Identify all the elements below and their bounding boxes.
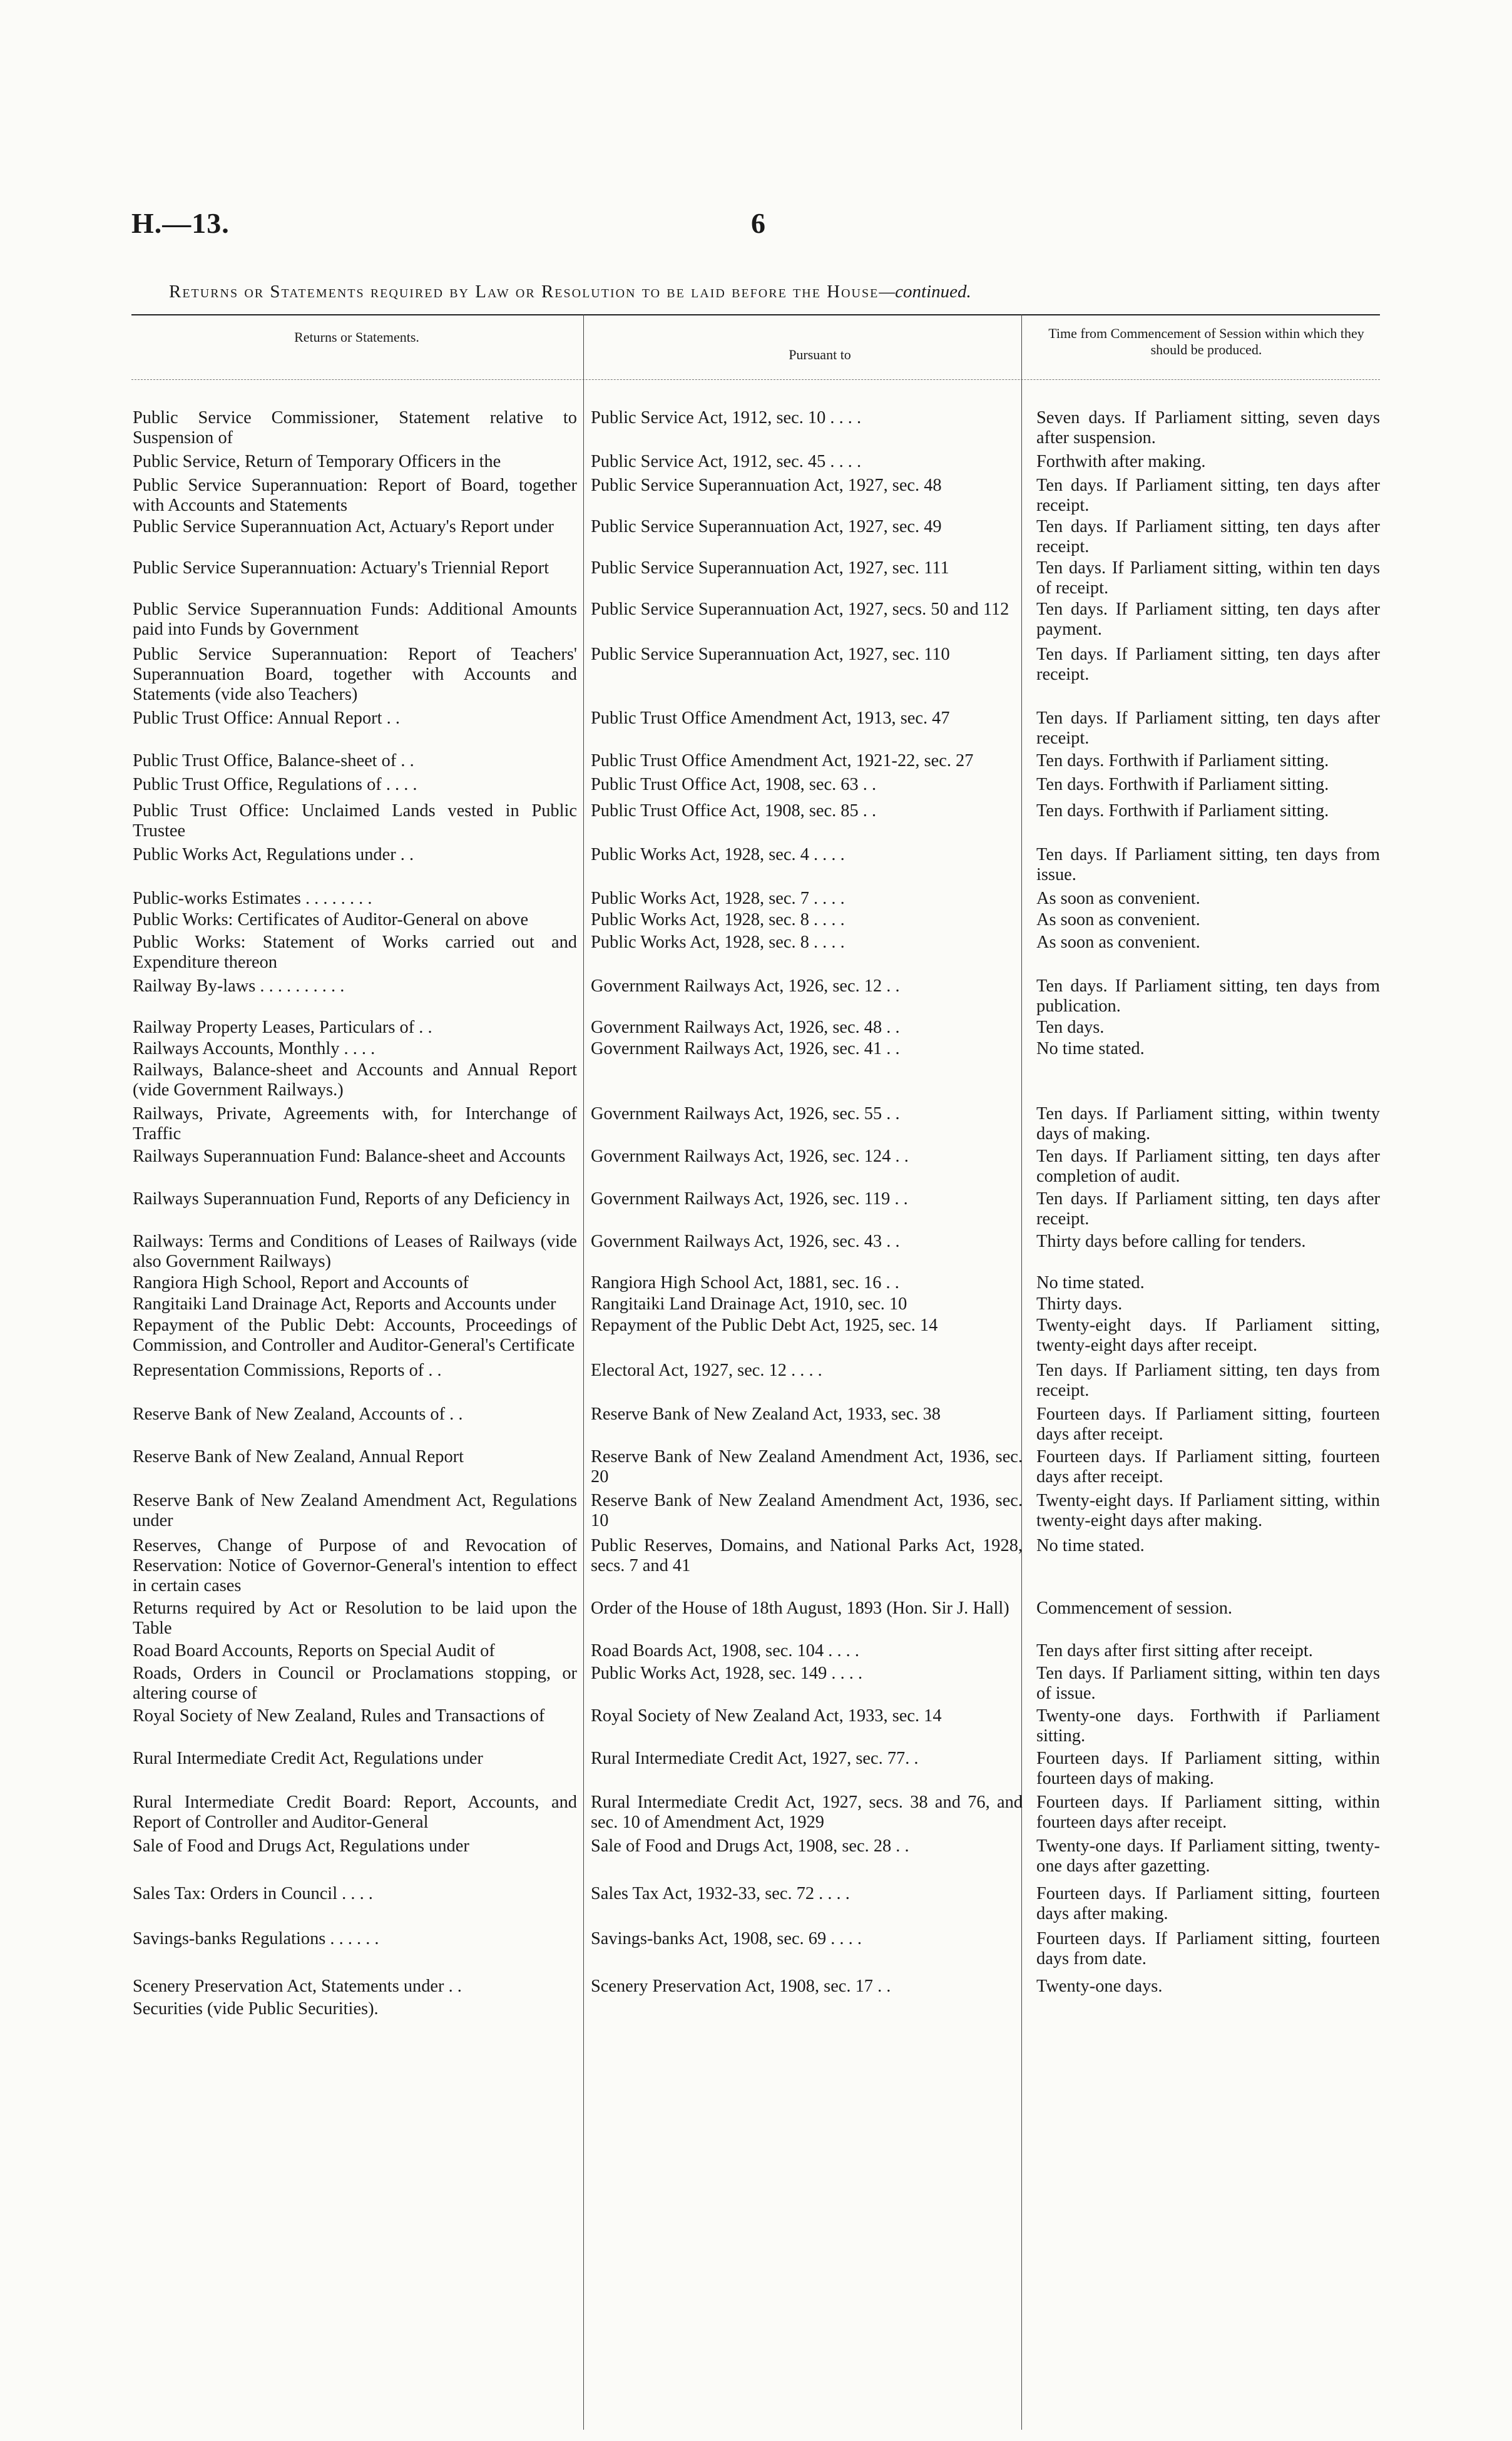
return-cell: Railway Property Leases, Particulars of . . xyxy=(133,1018,432,1037)
pursuant-cell: Rural Intermediate Credit Act, 1927, sec. 77. . xyxy=(591,1749,919,1768)
table-row xyxy=(131,408,1380,448)
table-row xyxy=(131,1039,1380,1059)
table-row xyxy=(131,1232,1380,1272)
table-title xyxy=(169,282,1383,302)
pursuant-cell: Public Trust Office Act, 1908, sec. 63 . . xyxy=(591,775,877,794)
pursuant-cell: Public Service Superannuation Act, 1927, sec. 111 xyxy=(591,558,949,578)
time-cell: Ten days. Forthwith if Parliament sitting. xyxy=(1036,751,1329,770)
time-cell: As soon as convenient. xyxy=(1036,910,1200,929)
time-cell: Twenty-one days. If Parliament sitting, twenty-one days after gazetting. xyxy=(1036,1836,1380,1876)
return-cell: Public Trust Office: Annual Report . . xyxy=(133,709,400,728)
time-cell: Twenty-one days. xyxy=(1036,1977,1163,1996)
column-header-pursuant: Pursuant to xyxy=(789,347,851,362)
pursuant-cell: Repayment of the Public Debt Act, 1925, sec. 14 xyxy=(591,1316,938,1335)
return-cell: Railways Superannuation Fund: Balance-sheet and Accounts xyxy=(133,1147,566,1166)
time-cell: Ten days. If Parliament sitting, ten days after completion of audit. xyxy=(1036,1147,1380,1186)
table-row xyxy=(131,1491,1380,1531)
time-cell: Ten days. xyxy=(1036,1018,1105,1037)
time-cell: Fourteen days. If Parliament sitting, within fourteen days of making. xyxy=(1036,1749,1380,1788)
return-cell: Reserves, Change of Purpose of and Revocation of Reservation: Notice of Governor-General's intention to effect in certain cases xyxy=(133,1536,577,1595)
time-cell: No time stated. xyxy=(1036,1536,1145,1555)
pursuant-cell: Government Railways Act, 1926, sec. 119 . . xyxy=(591,1189,908,1209)
pursuant-cell: Public Works Act, 1928, sec. 149 . . . . xyxy=(591,1664,863,1683)
pursuant-cell: Royal Society of New Zealand Act, 1933, sec. 14 xyxy=(591,1706,942,1726)
time-cell: Ten days. Forthwith if Parliament sitting. xyxy=(1036,775,1329,794)
table-row xyxy=(131,1641,1380,1661)
time-cell: Ten days. If Parliament sitting, ten days from issue. xyxy=(1036,845,1380,884)
pursuant-cell: Public Reserves, Domains, and National Parks Act, 1928, secs. 7 and 41 xyxy=(591,1536,1023,1575)
return-cell: Rangitaiki Land Drainage Act, Reports and Accounts under xyxy=(133,1294,556,1314)
time-cell xyxy=(1036,1999,1380,2019)
time-cell: Ten days. If Parliament sitting, ten days after receipt. xyxy=(1036,709,1380,748)
pursuant-cell: Government Railways Act, 1926, sec. 124 . . xyxy=(591,1147,909,1166)
return-cell: Rural Intermediate Credit Board: Report, Accounts, and Report of Controller and Auditor-General xyxy=(133,1793,577,1832)
return-cell: Reserve Bank of New Zealand, Accounts of . . xyxy=(133,1405,463,1424)
table-row xyxy=(131,1273,1380,1293)
return-cell: Public Trust Office: Unclaimed Lands vested in Public Trustee xyxy=(133,801,577,841)
time-cell: Ten days. If Parliament sitting, ten days after receipt. xyxy=(1036,1189,1380,1229)
pursuant-cell: Sale of Food and Drugs Act, 1908, sec. 28 . . xyxy=(591,1836,909,1856)
table-row xyxy=(131,801,1380,841)
table-row xyxy=(131,558,1380,598)
pursuant-cell: Government Railways Act, 1926, sec. 41 . . xyxy=(591,1039,900,1058)
table-row xyxy=(131,476,1380,516)
return-cell: Reserve Bank of New Zealand, Annual Report xyxy=(133,1447,464,1466)
table-row xyxy=(131,751,1380,771)
pursuant-cell: Public Service Superannuation Act, 1927, sec. 48 xyxy=(591,476,942,495)
pursuant-cell: Public Service Superannuation Act, 1927, sec. 110 xyxy=(591,645,950,664)
time-cell: Twenty-eight days. If Parliament sitting, twenty-eight days after receipt. xyxy=(1036,1316,1380,1355)
time-cell xyxy=(1036,1060,1380,1100)
time-cell: Forthwith after making. xyxy=(1036,452,1206,471)
pursuant-cell: Public Works Act, 1928, sec. 8 . . . . xyxy=(591,910,845,929)
time-cell: Fourteen days. If Parliament sitting, fourteen days from date. xyxy=(1036,1929,1380,1968)
pursuant-cell: Government Railways Act, 1926, sec. 43 . . xyxy=(591,1232,900,1251)
time-cell: Fourteen days. If Parliament sitting, fourteen days after receipt. xyxy=(1036,1447,1380,1487)
time-cell: Ten days. If Parliament sitting, ten days from receipt. xyxy=(1036,1361,1380,1400)
time-cell: Ten days. Forthwith if Parliament sitting. xyxy=(1036,801,1329,821)
header-rule xyxy=(131,379,1380,380)
table-row xyxy=(131,1147,1380,1187)
pursuant-cell: Public Trust Office Act, 1908, sec. 85 . . xyxy=(591,801,877,821)
time-cell: Ten days. If Parliament sitting, within ten days of issue. xyxy=(1036,1664,1380,1703)
time-cell: Ten days after first sitting after receipt. xyxy=(1036,1641,1313,1661)
column-header-time: Time from Commencement of Session within which they should be produced. xyxy=(1048,325,1364,357)
return-cell: Sales Tax: Orders in Council . . . . xyxy=(133,1884,373,1903)
table-row xyxy=(131,1664,1380,1704)
table-row xyxy=(131,1361,1380,1401)
time-cell: Fourteen days. If Parliament sitting, within fourteen days after receipt. xyxy=(1036,1793,1380,1832)
pursuant-cell: Sales Tax Act, 1932-33, sec. 72 . . . . xyxy=(591,1884,850,1903)
table-row xyxy=(131,1018,1380,1038)
time-cell: Fourteen days. If Parliament sitting, fourteen days after receipt. xyxy=(1036,1405,1380,1444)
return-cell: Public Service Superannuation Funds: Additional Amounts paid into Funds by Government xyxy=(133,600,577,639)
time-cell: Ten days. If Parliament sitting, ten days after payment. xyxy=(1036,600,1380,639)
pursuant-cell xyxy=(591,1060,1023,1100)
time-cell: Ten days. If Parliament sitting, ten days after receipt. xyxy=(1036,476,1380,515)
time-cell: Ten days. If Parliament sitting, within ten days of receipt. xyxy=(1036,558,1380,598)
page-number: 6 xyxy=(751,207,765,239)
return-cell: Representation Commissions, Reports of . . xyxy=(133,1361,442,1380)
table-row xyxy=(131,1294,1380,1314)
pursuant-cell: Government Railways Act, 1926, sec. 12 . . xyxy=(591,976,900,996)
return-cell: Public Works: Certificates of Auditor-General on above xyxy=(133,910,529,929)
pursuant-cell: Order of the House of 18th August, 1893 (Hon. Sir J. Hall) xyxy=(591,1599,1009,1618)
return-cell: Road Board Accounts, Reports on Special Audit of xyxy=(133,1641,495,1661)
time-cell: Twenty-eight days. If Parliament sitting, within twenty-eight days after making. xyxy=(1036,1491,1380,1530)
table-row xyxy=(131,845,1380,885)
table-row xyxy=(131,933,1380,973)
return-cell: Public Service Superannuation: Report of Board, together with Accounts and Statements xyxy=(133,476,577,515)
table-row xyxy=(131,1599,1380,1639)
table-title-text: Returns or Statements required by Law or Resolution to be laid before the House xyxy=(169,282,879,302)
table-row xyxy=(131,976,1380,1016)
top-rule xyxy=(131,314,1380,315)
table-row xyxy=(131,600,1380,640)
table-row xyxy=(131,1189,1380,1229)
return-cell: Railways, Balance-sheet and Accounts and Annual Report (vide Government Railways.) xyxy=(133,1060,577,1100)
return-cell: Sale of Food and Drugs Act, Regulations under xyxy=(133,1836,469,1856)
column-header-returns: Returns or Statements. xyxy=(294,329,419,345)
table-row xyxy=(131,517,1380,557)
return-cell: Public Trust Office, Regulations of . . . . xyxy=(133,775,417,794)
return-cell: Public Service, Return of Temporary Officers in the xyxy=(133,452,501,471)
return-cell: Public Service Superannuation: Actuary's Triennial Report xyxy=(133,558,549,578)
pursuant-cell: Public Service Act, 1912, sec. 45 . . . . xyxy=(591,452,862,471)
pursuant-cell: Reserve Bank of New Zealand Amendment Act, 1936, sec. 10 xyxy=(591,1491,1023,1530)
table-row xyxy=(131,1316,1380,1356)
pursuant-cell: Rangiora High School Act, 1881, sec. 16 . . xyxy=(591,1273,899,1292)
return-cell: Roads, Orders in Council or Proclamations stopping, or altering course of xyxy=(133,1664,577,1703)
table-row xyxy=(131,645,1380,705)
time-cell: Commencement of session. xyxy=(1036,1599,1233,1618)
time-cell: Seven days. If Parliament sitting, seven days after suspension. xyxy=(1036,408,1380,448)
table-body xyxy=(131,408,1380,2022)
return-cell: Railways Accounts, Monthly . . . . xyxy=(133,1039,375,1058)
document-number: H.—13. xyxy=(131,207,230,239)
return-cell: Securities (vide Public Securities). xyxy=(133,1999,379,2019)
table-row xyxy=(131,1999,1380,2019)
pursuant-cell: Road Boards Act, 1908, sec. 104 . . . . xyxy=(591,1641,859,1661)
return-cell: Public Service Superannuation: Report of Teachers' Superannuation Board, together with Accounts and Statements (vide also Teachers) xyxy=(133,645,577,704)
pursuant-cell: Public Works Act, 1928, sec. 7 . . . . xyxy=(591,889,845,908)
time-cell: As soon as convenient. xyxy=(1036,933,1200,952)
return-cell: Public Service Superannuation Act, Actuary's Report under xyxy=(133,517,554,536)
pursuant-cell: Public Trust Office Amendment Act, 1913, sec. 47 xyxy=(591,709,950,728)
time-cell: Fourteen days. If Parliament sitting, fourteen days after making. xyxy=(1036,1884,1380,1923)
return-cell: Railways, Private, Agreements with, for Interchange of Traffic xyxy=(133,1104,577,1144)
return-cell: Public Works Act, Regulations under . . xyxy=(133,845,414,864)
table-row xyxy=(131,1405,1380,1445)
table-row xyxy=(131,1060,1380,1100)
pursuant-cell: Savings-banks Act, 1908, sec. 69 . . . . xyxy=(591,1929,862,1948)
pursuant-cell: Rangitaiki Land Drainage Act, 1910, sec. 10 xyxy=(591,1294,907,1314)
table-row xyxy=(131,1536,1380,1596)
pursuant-cell: Reserve Bank of New Zealand Act, 1933, sec. 38 xyxy=(591,1405,941,1424)
time-cell: Ten days. If Parliament sitting, ten days from publication. xyxy=(1036,976,1380,1016)
return-cell: Railways Superannuation Fund, Reports of any Deficiency in xyxy=(133,1189,570,1209)
time-cell: Thirty days before calling for tenders. xyxy=(1036,1232,1306,1251)
pursuant-cell: Public Service Superannuation Act, 1927, sec. 49 xyxy=(591,517,942,536)
time-cell: No time stated. xyxy=(1036,1039,1145,1058)
time-cell: As soon as convenient. xyxy=(1036,889,1200,908)
time-cell: No time stated. xyxy=(1036,1273,1145,1292)
pursuant-cell: Public Trust Office Amendment Act, 1921-22, sec. 27 xyxy=(591,751,974,770)
pursuant-cell: Reserve Bank of New Zealand Amendment Act, 1936, sec. 20 xyxy=(591,1447,1023,1487)
time-cell: Ten days. If Parliament sitting, within twenty days of making. xyxy=(1036,1104,1380,1144)
time-cell: Thirty days. xyxy=(1036,1294,1123,1314)
table-row xyxy=(131,1836,1380,1876)
return-cell: Royal Society of New Zealand, Rules and Transactions of xyxy=(133,1706,545,1726)
pursuant-cell: Public Service Superannuation Act, 1927, secs. 50 and 112 xyxy=(591,600,1009,619)
pursuant-cell: Government Railways Act, 1926, sec. 48 . . xyxy=(591,1018,900,1037)
return-cell: Scenery Preservation Act, Statements under . . xyxy=(133,1977,462,1996)
pursuant-cell: Public Works Act, 1928, sec. 8 . . . . xyxy=(591,933,845,952)
table-row xyxy=(131,1706,1380,1746)
return-cell: Public Service Commissioner, Statement relative to Suspension of xyxy=(133,408,577,448)
return-cell: Public Trust Office, Balance-sheet of . . xyxy=(133,751,414,770)
return-cell: Rangiora High School, Report and Accounts of xyxy=(133,1273,469,1292)
return-cell: Public Works: Statement of Works carried out and Expenditure thereon xyxy=(133,933,577,972)
pursuant-cell: Scenery Preservation Act, 1908, sec. 17 . . xyxy=(591,1977,891,1996)
pursuant-cell: Public Works Act, 1928, sec. 4 . . . . xyxy=(591,845,845,864)
table-row xyxy=(131,1749,1380,1789)
return-cell: Railways: Terms and Conditions of Leases of Railways (vide also Government Railways) xyxy=(133,1232,577,1271)
return-cell: Railway By-laws . . . . . . . . . . xyxy=(133,976,345,996)
table-row xyxy=(131,1104,1380,1144)
return-cell: Savings-banks Regulations . . . . . . xyxy=(133,1929,379,1948)
time-cell: Ten days. If Parliament sitting, ten days after receipt. xyxy=(1036,517,1380,556)
table-row xyxy=(131,1447,1380,1487)
pursuant-cell: Government Railways Act, 1926, sec. 55 . . xyxy=(591,1104,900,1123)
time-cell: Twenty-one days. Forthwith if Parliament sitting. xyxy=(1036,1706,1380,1746)
return-cell: Public-works Estimates . . . . . . . . xyxy=(133,889,372,908)
return-cell: Rural Intermediate Credit Act, Regulations under xyxy=(133,1749,483,1768)
table-row xyxy=(131,1929,1380,1969)
table-row xyxy=(131,910,1380,930)
table-row xyxy=(131,709,1380,749)
table-row xyxy=(131,1977,1380,1997)
pursuant-cell: Electoral Act, 1927, sec. 12 . . . . xyxy=(591,1361,822,1380)
return-cell: Returns required by Act or Resolution to be laid upon the Table xyxy=(133,1599,577,1638)
table-row xyxy=(131,1884,1380,1924)
return-cell: Repayment of the Public Debt: Accounts, Proceedings of Commission, and Controller and Auditor-General's Certificate xyxy=(133,1316,577,1355)
table-row xyxy=(131,1793,1380,1833)
pursuant-cell xyxy=(591,1999,1023,2019)
pursuant-cell: Rural Intermediate Credit Act, 1927, secs. 38 and 76, and sec. 10 of Amendment Act, 1929 xyxy=(591,1793,1023,1832)
table-row xyxy=(131,889,1380,909)
time-cell: Ten days. If Parliament sitting, ten days after receipt. xyxy=(1036,645,1380,684)
table-row xyxy=(131,775,1380,795)
pursuant-cell: Public Service Act, 1912, sec. 10 . . . . xyxy=(591,408,862,427)
title-continued: —continued. xyxy=(879,282,971,302)
return-cell: Reserve Bank of New Zealand Amendment Act, Regulations under xyxy=(133,1491,577,1530)
table-row xyxy=(131,452,1380,472)
